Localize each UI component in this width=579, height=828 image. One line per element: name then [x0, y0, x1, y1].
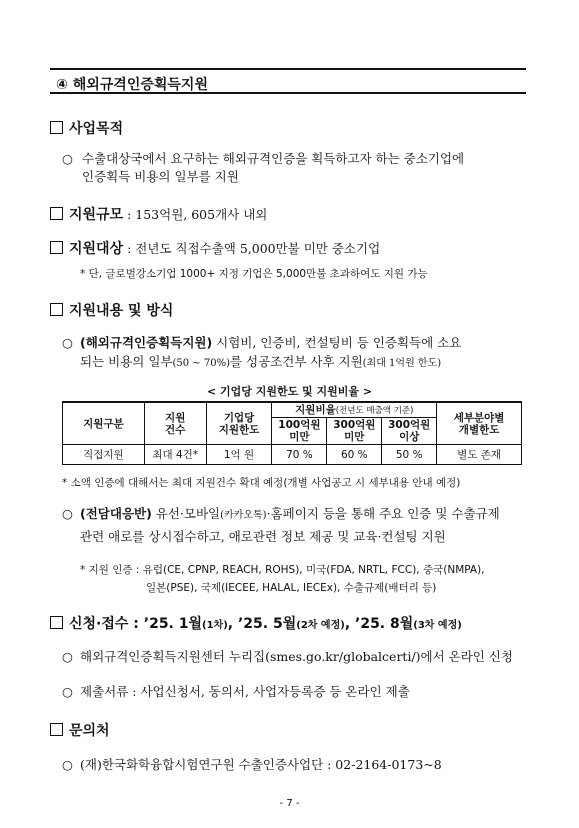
section-title: ④ 해외규격인증획득지원 — [56, 77, 208, 93]
exclusive-line-1: (전담대응반) 유선·모바일(카카오톡)·홈페이지 등을 통해 주요 인증 및 수출규제 — [80, 506, 500, 521]
header-lt300: 300억원 미만 — [327, 418, 382, 445]
content-line-2: 되는 비용의 일부(50 ~ 70%)를 성공조건부 사후 지원(최대 1억원 한도) — [80, 354, 442, 369]
checkbox-icon — [50, 207, 63, 220]
support-limit-table — [62, 401, 522, 465]
apply-bullet-1: ○ — [62, 649, 73, 664]
target-row — [50, 238, 380, 258]
section-title-box — [50, 68, 526, 94]
content-bullet: ○ — [62, 335, 73, 350]
purpose-heading: 사업목적 — [50, 118, 123, 138]
contact-bullet: ○ — [62, 757, 73, 772]
apply-line-2: 제출서류 : 사업신청서, 동의서, 사업자등록증 등 온라인 제출 — [80, 684, 410, 699]
cell-lt300: 60 % — [327, 445, 382, 465]
exclusive-note-1: * 지원 인증 : 유럽(CE, CPNP, REACH, ROHS), 미국(FDA, NRTL, FCC), 중국(NMPA), — [80, 564, 485, 576]
header-ratio: 지원비율(전년도 매출액 기준) — [272, 402, 437, 418]
target-heading: 지원대상 — [69, 241, 124, 257]
table-caption: < 기업당 지원한도 및 지원비율 > — [206, 385, 373, 398]
scale-row — [50, 204, 267, 224]
header-limit: 기업당 지원한도 — [206, 402, 272, 445]
contact-line: (재)한국화학융합시험연구원 수출인증사업단 : 02-2164-0173~8 — [80, 757, 442, 772]
table-row — [63, 445, 522, 465]
cell-count: 최대 4건* — [144, 445, 206, 465]
target-note: * 단, 글로벌강소기업 1000+ 지정 기업은 5,000만불 초과하여도 지원 가능 — [80, 268, 428, 280]
content-heading: 지원내용 및 방식 — [50, 300, 173, 320]
page-number: - 7 - — [279, 798, 300, 809]
checkbox-icon — [50, 723, 63, 736]
checkbox-icon — [50, 303, 63, 316]
target-value: : 전년도 직접수출액 5,000만불 미만 중소기업 — [123, 241, 381, 256]
scale-heading: 지원규모 — [69, 207, 124, 223]
content-line-1: (해외규격인증획득지원) 시험비, 인증비, 컨설팅비 등 인증획득에 소요 — [80, 335, 462, 350]
exclusive-bullet: ○ — [62, 506, 73, 521]
checkbox-icon — [50, 616, 63, 629]
header-lt100: 100억원 미만 — [272, 418, 327, 445]
header-ge300: 300억원 이상 — [382, 418, 437, 445]
contact-heading: 문의처 — [50, 720, 110, 740]
apply-bullet-2: ○ — [62, 684, 73, 699]
cell-type: 직접지원 — [63, 445, 145, 465]
cell-lt100: 70 % — [272, 445, 327, 465]
checkbox-icon — [50, 121, 63, 134]
purpose-bullet: ○ — [62, 151, 73, 166]
cell-detail: 별도 존재 — [437, 445, 522, 465]
content-lead: (해외규격인증획득지원) — [80, 335, 213, 350]
table-footnote: * 소액 인증에 대해서는 최대 지원건수 확대 예정(개별 사업공고 시 세부내용 안내 예정) — [62, 477, 461, 489]
purpose-line-1: 수출대상국에서 요구하는 해외규격인증을 획득하고자 하는 중소기업에 — [82, 151, 465, 166]
apply-line-1: 해외규격인증획득지원센터 누리집(smes.go.kr/globalcerti/)에서 온라인 신청 — [80, 649, 514, 664]
cell-limit: 1억 원 — [206, 445, 272, 465]
purpose-line-2: 인증획득 비용의 일부를 지원 — [82, 169, 239, 184]
checkbox-icon — [50, 241, 63, 254]
cell-ge300: 50 % — [382, 445, 437, 465]
header-type: 지원구분 — [63, 402, 145, 445]
header-count: 지원 건수 — [144, 402, 206, 445]
scale-value: : 153억원, 605개사 내외 — [123, 207, 268, 222]
exclusive-lead: (전담대응반) — [80, 506, 152, 521]
apply-heading: 신청·접수 : ’25. 1월(1차), ’25. 5월(2차 예정), ’25. 8월(3차 예정) — [50, 613, 462, 633]
header-detail: 세부분야별 개별한도 — [437, 402, 522, 445]
exclusive-note-2: 일본(PSE), 국제(IECEE, HALAL, IECEx), 수출규제(배터리 등) — [146, 582, 437, 594]
exclusive-line-2: 관련 애로를 상시접수하고, 애로관련 정보 제공 및 교육·컨설팅 지원 — [80, 529, 446, 544]
